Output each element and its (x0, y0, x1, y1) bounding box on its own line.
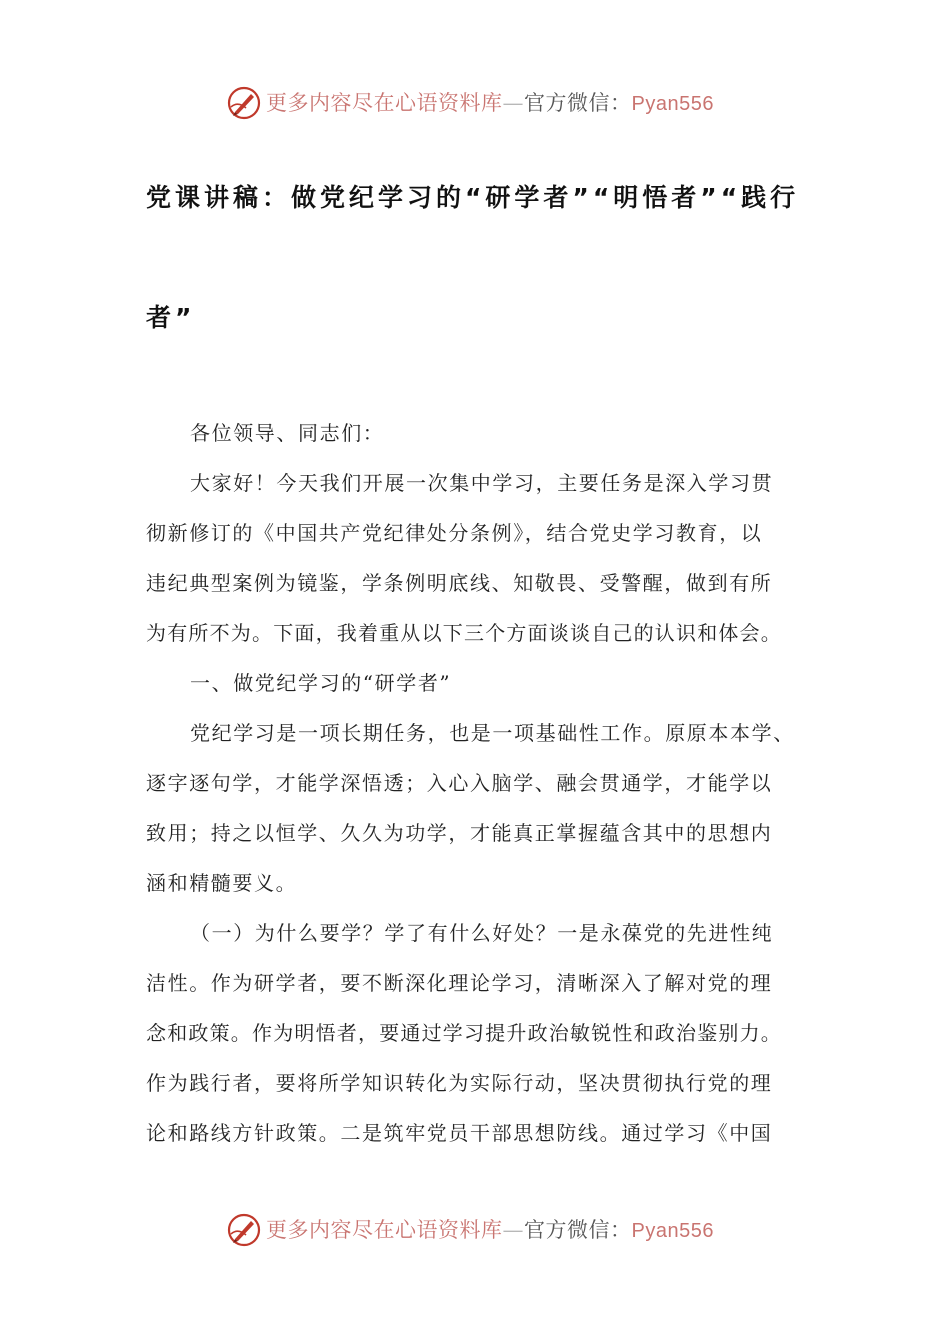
footer-dash: — (502, 1218, 524, 1242)
body-line: 论和路线方针政策。二是筑牢党员干部思想防线。通过学习《中国 (146, 1121, 773, 1145)
body-line: 各位领导、同志们： (190, 421, 385, 445)
header-dash: — (502, 91, 524, 115)
header-banner-text (266, 90, 714, 117)
body-line: 致用；持之以恒学、久久为功学，才能真正掌握蕴含其中的思想内 (146, 821, 773, 845)
document-title-line-2: 者” (146, 303, 196, 332)
pen-logo-icon (226, 85, 262, 121)
footer-wechat-id: Pyan556 (631, 1220, 714, 1242)
footer-official-label: 官方微信： (524, 1218, 632, 1242)
body-line: 彻新修订的《中国共产党纪律处分条例》，结合党史学习教育，以 (146, 521, 763, 545)
body-line: 党纪学习是一项长期任务，也是一项基础性工作。原原本本学、 (190, 721, 795, 745)
header-site-text: 更多内容尽在心语资料库 (266, 91, 503, 115)
header-wechat-id: Pyan556 (631, 93, 714, 115)
body-line: 洁性。作为研学者，要不断深化理论学习，清晰深入了解对党的理 (146, 971, 773, 995)
body-line: 涵和精髓要义。 (146, 871, 298, 895)
header-official-label: 官方微信： (524, 91, 632, 115)
body-line: 念和政策。作为明悟者，要通过学习提升政治敏锐性和政治鉴别力。 (146, 1021, 782, 1045)
body-line: 大家好！今天我们开展一次集中学习，主要任务是深入学习贯 (190, 471, 774, 495)
footer-site-text: 更多内容尽在心语资料库 (266, 1218, 503, 1242)
footer-banner-text (266, 1217, 714, 1244)
footer-banner (0, 1210, 950, 1250)
section-heading: 一、做党纪学习的“研学者” (190, 671, 452, 695)
document-title-line-1: 党课讲稿：做党纪学习的“研学者”“明悟者”“践行 (146, 183, 800, 212)
body-line: （一）为什么要学？学了有什么好处？一是永葆党的先进性纯 (190, 921, 774, 945)
body-line: 为有所不为。下面，我着重从以下三个方面谈谈自己的认识和体会。 (146, 621, 782, 645)
pen-logo-icon (226, 1212, 262, 1248)
body-line: 逐字逐句学，才能学深悟透；入心入脑学、融会贯通学，才能学以 (146, 771, 773, 795)
header-banner (0, 83, 950, 123)
body-line: 违纪典型案例为镜鉴，学条例明底线、知敬畏、受警醒，做到有所 (146, 571, 773, 595)
body-line: 作为践行者，要将所学知识转化为实际行动，坚决贯彻执行党的理 (146, 1071, 773, 1095)
